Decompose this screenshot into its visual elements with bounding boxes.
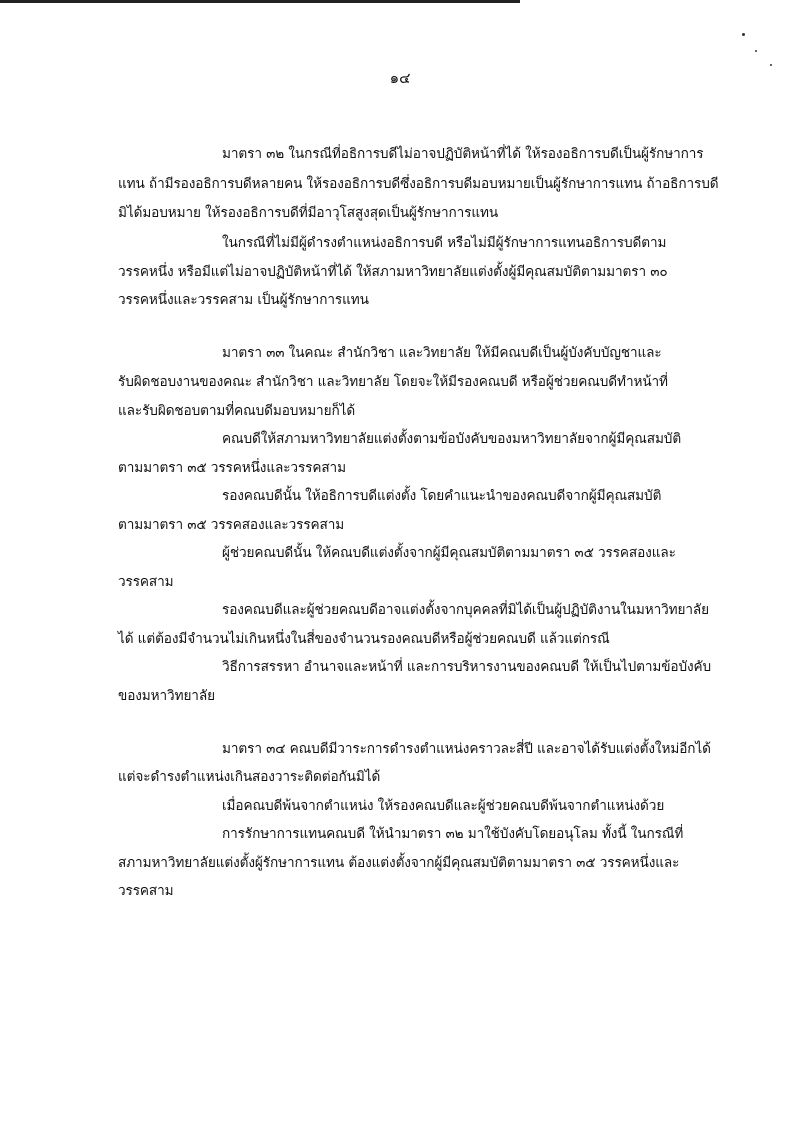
text-line: เมื่อคณบดีพ้นจากตำแหน่ง ให้รองคณบดีและผู้ช่วยคณบดีพ้นจากตำแหน่งด้วย [222,798,665,814]
text-line: และรับผิดชอบตามที่คณบดีมอบหมายก็ได้ [118,403,356,419]
text-line: ตามมาตรา ๓๕ วรรคหนึ่งและวรรคสาม [118,460,346,476]
text-line: ในกรณีที่ไม่มีผู้ดำรงตำแหน่งอธิการบดี หรือไม่มีผู้รักษาการแทนอธิการบดีตาม [222,235,667,251]
text-line: รองคณบดีนั้น ให้อธิการบดีแต่งตั้ง โดยคำแนะนำของคณบดีจากผู้มีคุณสมบัติ [222,488,662,504]
top-border-rule [0,0,520,3]
text-line: แทน ถ้ามีรองอธิการบดีหลายคน ให้รองอธิการบดีซึ่งอธิการบดีมอบหมายเป็นผู้รักษาการแทน ถ้าอธิการบดี [118,176,719,192]
scan-speck [755,50,757,52]
text-line: รองคณบดีและผู้ช่วยคณบดีอาจแต่งตั้งจากบุคคลที่มิได้เป็นผู้ปฏิบัติงานในมหาวิทยาลัย [222,602,710,618]
text-line: มิได้มอบหมาย ให้รองอธิการบดีที่มีอาวุโสสูงสุดเป็นผู้รักษาการแทน [118,205,499,221]
text-line: วรรคสาม [118,574,174,590]
text-line: ตามมาตรา ๓๕ วรรคสองและวรรคสาม [118,517,345,533]
text-line: มาตรา ๓๒ ในกรณีที่อธิการบดีไม่อาจปฏิบัติหน้าที่ได้ ให้รองอธิการบดีเป็นผู้รักษาการ [222,146,704,162]
text-line: ผู้ช่วยคณบดีนั้น ให้คณบดีแต่งตั้งจากผู้มีคุณสมบัติตามมาตรา ๓๕ วรรคสองและ [222,545,676,561]
text-line: รับผิดชอบงานของคณะ สำนักวิชา และวิทยาลัย โดยจะให้มีรองคณบดี หรือผู้ช่วยคณบดีทำหน้าที่ [118,374,668,390]
text-line: สภามหาวิทยาลัยแต่งตั้งผู้รักษาการแทน ต้องแต่งตั้งจากผู้มีคุณสมบัติตามมาตรา ๓๕ วรรคหนึ่งและ [118,855,680,871]
text-line: วิธีการสรรหา อำนาจและหน้าที่ และการบริหารงานของคณบดี ให้เป็นไปตามข้อบังคับ [222,659,712,675]
text-line: คณบดีให้สภามหาวิทยาลัยแต่งตั้งตามข้อบังคับของมหาวิทยาลัยจากผู้มีคุณสมบัติ [222,431,682,447]
text-line: ได้ แต่ต้องมีจำนวนไม่เกินหนึ่งในสี่ของจำนวนรองคณบดีหรือผู้ช่วยคณบดี แล้วแต่กรณี [118,631,610,647]
text-line: แต่จะดำรงตำแหน่งเกินสองวาระติดต่อกันมิได้ [118,769,381,785]
text-line: วรรคหนึ่ง หรือมีแต่ไม่อาจปฏิบัติหน้าที่ได้ ให้สภามหาวิทยาลัยแต่งตั้งผู้มีคุณสมบัติตามมาตรา ๓๐ [118,264,668,280]
text-line: วรรคสาม [118,883,174,899]
text-line: มาตรา ๓๔ คณบดีมีวาระการดำรงตำแหน่งคราวละสี่ปี และอาจได้รับแต่งตั้งใหม่อีกได้ [222,741,711,757]
text-line: วรรคหนึ่งและวรรคสาม เป็นผู้รักษาการแทน [118,292,369,308]
text-line: ของมหาวิทยาลัย [118,688,215,704]
text-line: มาตรา ๓๓ ในคณะ สำนักวิชา และวิทยาลัย ให้มีคณบดีเป็นผู้บังคับบัญชาและ [222,345,662,361]
text-line: การรักษาการแทนคณบดี ให้นำมาตรา ๓๒ มาใช้บังคับโดยอนุโลม ทั้งนี้ ในกรณีที่ [222,826,684,842]
page-number: ๑๔ [389,69,411,87]
scan-speck [742,33,745,36]
